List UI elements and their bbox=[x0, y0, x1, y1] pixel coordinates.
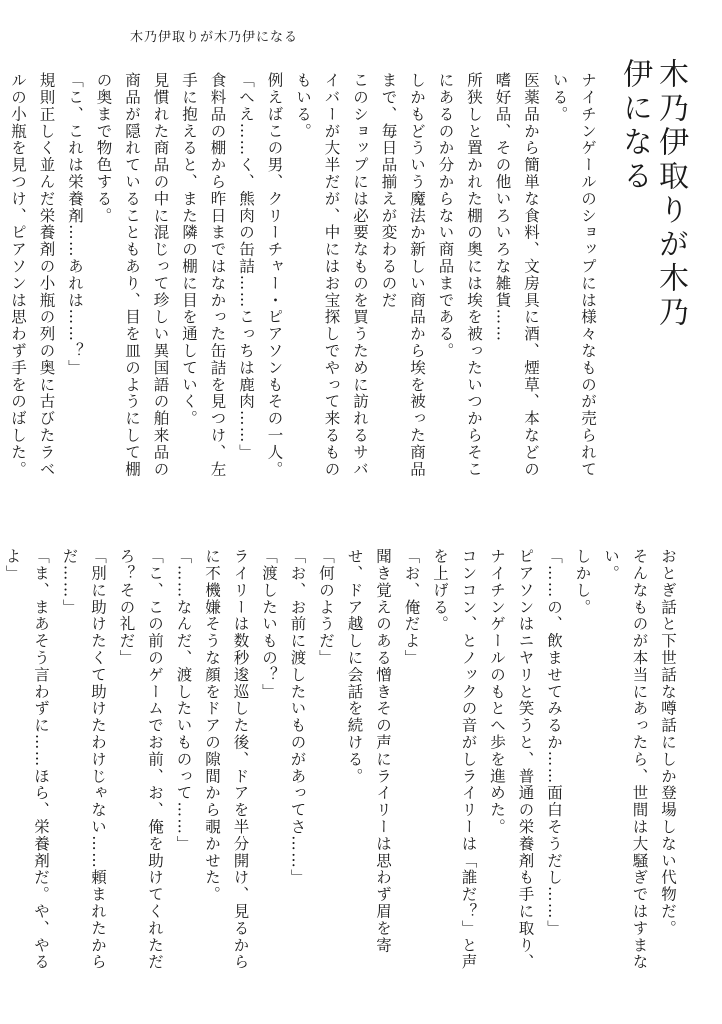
chapter-title: 木乃伊取りが木乃伊になる bbox=[617, 58, 688, 330]
dialogue-line: 「何のようだ」 bbox=[317, 548, 335, 667]
paragraph: おとぎ話と下世話な噂話にしか登場しない代物だ。 bbox=[659, 548, 677, 937]
dialogue-line: 「へえ……く、熊肉の缶詰……こっちは鹿肉……」 bbox=[237, 72, 255, 461]
dialogue-line: 「渡したいもの？」 bbox=[260, 548, 278, 701]
paragraph: ナイチンゲールのショップには様々なものが売られている。 bbox=[550, 72, 597, 478]
dialogue-line: 「……の、飲ませてみるか……面白そうだし……」 bbox=[545, 548, 563, 937]
paragraph: ピアソンはニヤリと笑うと、普通の栄養剤も手に取り、ナイチンゲールのもとへ歩を進めた。 bbox=[488, 548, 535, 971]
dialogue-line: 「こ、これは栄養剤……あれは……？」 bbox=[66, 72, 84, 377]
paragraph: 医薬品から簡単な食料、文房具に酒、煙草、本などの嗜好品、その他いろいろな雑貨…… bbox=[493, 72, 540, 478]
paragraph: そんなものが本当にあったら、世間は大騒ぎではすまない。 bbox=[602, 548, 649, 971]
paragraph: コンコン、とノックの音がしライリーは「誰だ？」と声を上げる。 bbox=[431, 548, 478, 971]
paragraph: しかし。 bbox=[573, 548, 592, 616]
text-block-upper bbox=[9, 72, 602, 484]
paragraph: 例えばこの男、クリーチャー・ピアソンもその一人。 bbox=[265, 72, 284, 478]
paragraph: このショップには必要なものを買うために訪れるサバイバーが大半だが、中にはお宝探しでやって来るものもいる。 bbox=[294, 72, 369, 478]
dialogue-line: 「お、お前に渡したいものがあってさ……」 bbox=[288, 548, 307, 886]
running-head: 木乃伊取りが木乃伊になる bbox=[130, 30, 299, 45]
paragraph: 食料品の棚から昨日まではなかった缶詰を見つけ、左手に抱えると、また隣の棚に目を通していく。 bbox=[180, 72, 227, 478]
dialogue-line: 「別に助けたくて助けたわけじゃない……頼まれたからだ……」 bbox=[60, 548, 107, 971]
dialogue-line: 「こ、この前のゲームでお前、お、俺を助けてくれただろ？その礼だ」 bbox=[117, 548, 164, 971]
paragraph: 所狭しと置かれた棚の奥には埃を被ったいつからそこにあるのか分からない商品まである。 bbox=[436, 72, 483, 478]
dialogue-line: 「ま、まあそう言わずに……ほら、栄養剤だ。や、やるよ」 bbox=[3, 548, 50, 971]
paragraph: 聞き覚えのある憎きその声にライリーは思わず眉を寄せ、ドア越しに会話を続ける。 bbox=[345, 548, 392, 954]
paragraph: 規則正しく並んだ栄養剤の小瓶の列の奥に古びたラベルの小瓶を見つけ、ピアソンは思わず手をのばした。 bbox=[9, 72, 56, 478]
paragraph: しかもどういう魔法か新しい商品から埃を被った商品まで、毎日品揃えが変わるのだ bbox=[379, 72, 426, 478]
paragraph: 見慣れた商品の中に混じって珍しい異国語の舶来品の商品が隠れていることもあり、目を皿のようにして棚の奥まで物色する。 bbox=[94, 72, 170, 478]
paragraph: ライリーは数秒逡巡した後、ドアを半分開け、見るからに不機嫌そうな顔をドアの隙間から覗かせた。 bbox=[203, 548, 250, 971]
text-block-lower bbox=[3, 548, 682, 978]
dialogue-line bbox=[0, 72, 4, 484]
dialogue-line: 「お、俺だよ」 bbox=[402, 548, 421, 667]
dialogue-line: 「……なんだ、渡したいものって……」 bbox=[174, 548, 193, 853]
